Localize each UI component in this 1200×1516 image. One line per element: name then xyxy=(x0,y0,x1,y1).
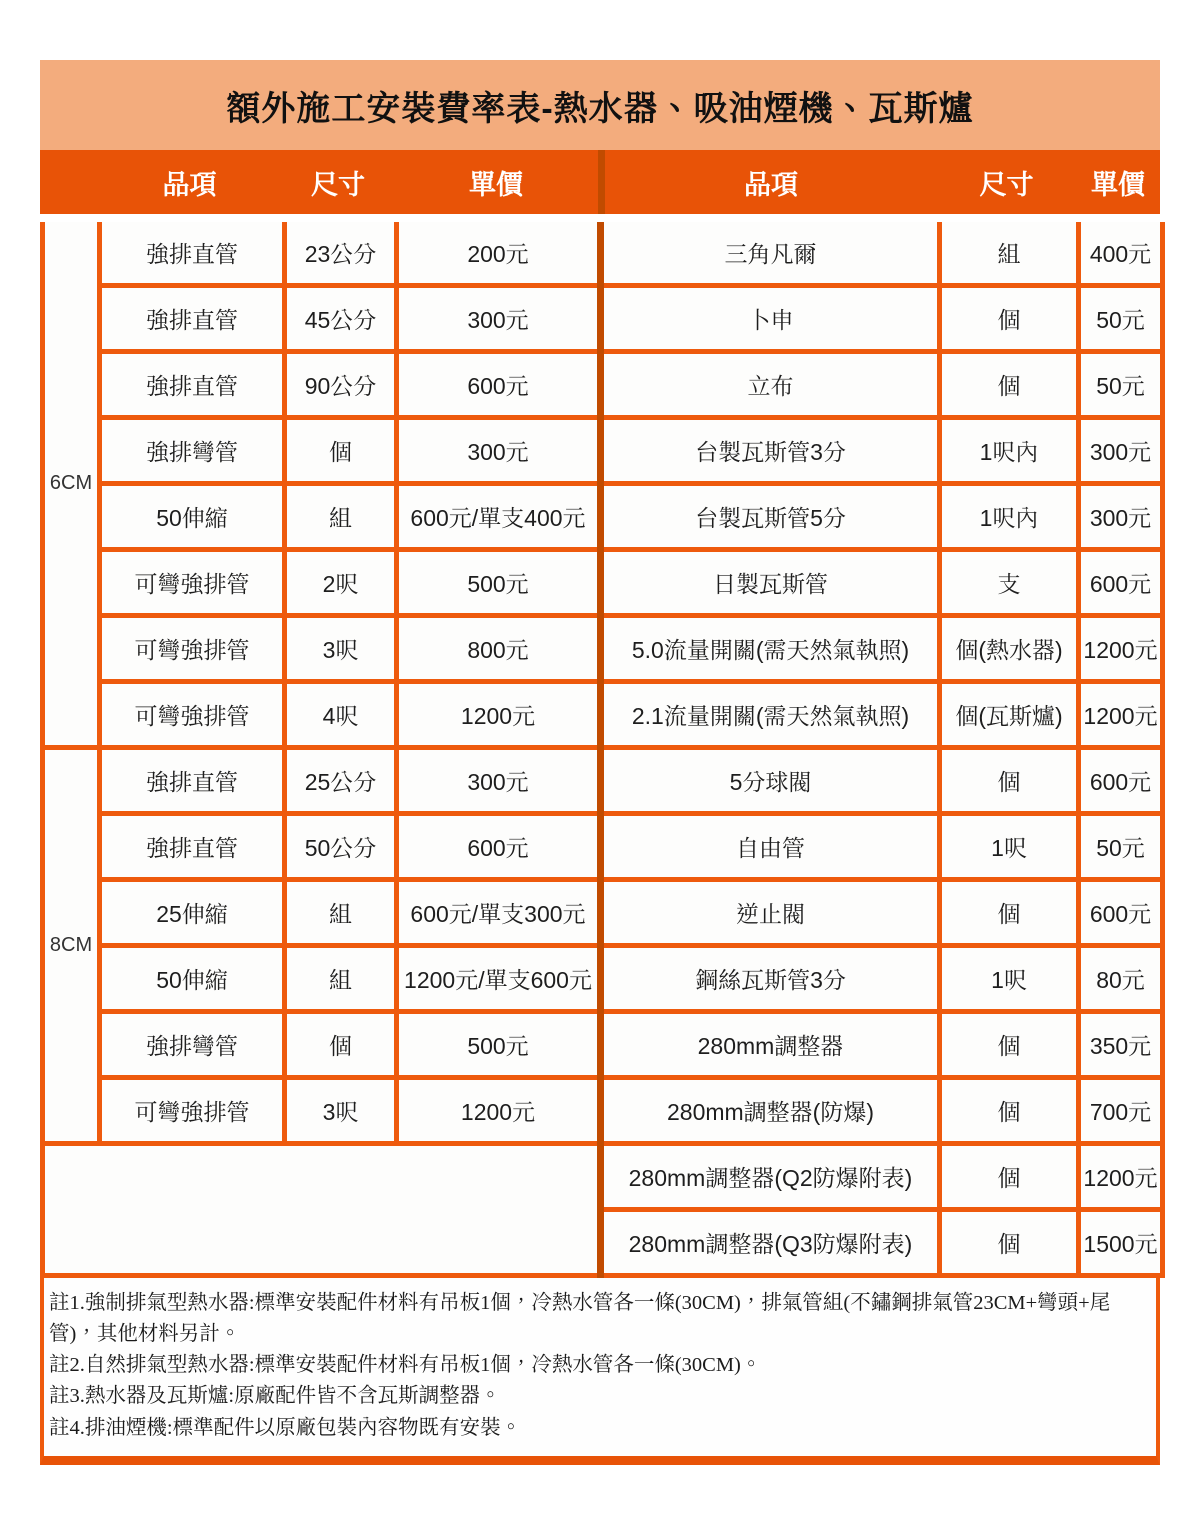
item-cell: 280mm調整器 xyxy=(601,1012,940,1078)
price-cell: 700元 xyxy=(1079,1078,1163,1144)
item-cell: 自由管 xyxy=(601,814,940,880)
size-cell: 組 xyxy=(285,946,397,1012)
item-cell: 2.1流量開關(需天然氣執照) xyxy=(601,682,940,748)
table-row xyxy=(43,352,1163,418)
header-item-right: 品項 xyxy=(598,150,937,214)
price-cell: 300元 xyxy=(397,286,601,352)
item-cell: 立布 xyxy=(601,352,940,418)
price-cell: 50元 xyxy=(1079,352,1163,418)
item-cell: 強排直管 xyxy=(100,286,285,352)
size-cell: 個(熱水器) xyxy=(940,616,1079,682)
price-cell: 200元 xyxy=(397,222,601,286)
fee-sheet xyxy=(40,60,1160,1465)
price-cell: 600元 xyxy=(397,352,601,418)
item-cell: 強排直管 xyxy=(100,748,285,814)
price-cell: 50元 xyxy=(1079,286,1163,352)
price-cell: 1200元 xyxy=(1079,616,1163,682)
item-cell: 台製瓦斯管5分 xyxy=(601,484,940,550)
empty-left-cell xyxy=(43,1144,601,1276)
table-row xyxy=(43,286,1163,352)
table-row xyxy=(43,1078,1163,1144)
item-cell: 280mm調整器(防爆) xyxy=(601,1078,940,1144)
size-cell: 個 xyxy=(940,352,1079,418)
footnote-4: 註4.排油煙機:標準配件以原廠包裝內容物既有安裝。 xyxy=(49,1416,522,1439)
price-cell: 600元/單支300元 xyxy=(397,880,601,946)
table-row xyxy=(43,880,1163,946)
item-cell: 強排彎管 xyxy=(100,418,285,484)
table-row xyxy=(43,946,1163,1012)
size-cell: 支 xyxy=(940,550,1079,616)
footnote-3: 註3.熱水器及瓦斯爐:原廠配件皆不含瓦斯調整器。 xyxy=(49,1385,501,1408)
header-item-left: 品項 xyxy=(162,169,217,200)
price-cell: 1500元 xyxy=(1079,1210,1163,1276)
size-cell: 4呎 xyxy=(285,682,397,748)
item-cell: 日製瓦斯管 xyxy=(601,550,940,616)
table-row xyxy=(43,814,1163,880)
item-cell: 強排直管 xyxy=(100,352,285,418)
header-price-right: 單價 xyxy=(1091,169,1145,200)
item-cell: 強排直管 xyxy=(100,814,285,880)
price-cell: 1200元 xyxy=(397,1078,601,1144)
size-cell: 90公分 xyxy=(285,352,397,418)
table-row xyxy=(43,748,1163,814)
size-cell: 個 xyxy=(285,1012,397,1078)
size-cell: 個 xyxy=(940,1144,1079,1210)
size-cell: 組 xyxy=(285,880,397,946)
size-cell: 個 xyxy=(940,286,1079,352)
group-label-8cm: 8CM xyxy=(43,748,100,1144)
size-cell: 25公分 xyxy=(285,748,397,814)
price-cell: 500元 xyxy=(397,1012,601,1078)
price-cell: 500元 xyxy=(397,550,601,616)
table-row xyxy=(43,1012,1163,1078)
page-title: 額外施工安裝費率表-熱水器、吸油煙機、瓦斯爐 xyxy=(226,89,974,128)
price-cell: 1200元/單支600元 xyxy=(397,946,601,1012)
footnote-2: 註2.自然排氣型熱水器:標準安裝配件材料有吊板1個，冷熱水管各一條(30CM)。 xyxy=(49,1354,762,1377)
size-cell: 3呎 xyxy=(285,616,397,682)
price-cell: 1200元 xyxy=(397,682,601,748)
item-cell: 可彎強排管 xyxy=(100,1078,285,1144)
size-cell: 個 xyxy=(940,1210,1079,1276)
size-cell: 1呎內 xyxy=(940,484,1079,550)
header-group-spacer xyxy=(40,150,97,214)
item-cell: 280mm調整器(Q2防爆附表) xyxy=(601,1144,940,1210)
size-cell: 50公分 xyxy=(285,814,397,880)
price-cell: 1200元 xyxy=(1079,1144,1163,1210)
size-cell: 個 xyxy=(285,418,397,484)
price-cell: 1200元 xyxy=(1079,682,1163,748)
size-cell: 個 xyxy=(940,1012,1079,1078)
item-cell: 強排彎管 xyxy=(100,1012,285,1078)
item-cell: 可彎強排管 xyxy=(100,616,285,682)
table-row xyxy=(43,616,1163,682)
size-cell: 個(瓦斯爐) xyxy=(940,682,1079,748)
table-row xyxy=(43,222,1163,286)
price-cell: 300元 xyxy=(397,418,601,484)
table-row xyxy=(43,484,1163,550)
footnotes xyxy=(40,1278,1160,1465)
item-cell: 三角凡爾 xyxy=(601,222,940,286)
group-label-6cm: 6CM xyxy=(43,222,100,748)
size-cell: 45公分 xyxy=(285,286,397,352)
price-cell: 300元 xyxy=(397,748,601,814)
price-cell: 600元 xyxy=(1079,748,1163,814)
item-cell: 台製瓦斯管3分 xyxy=(601,418,940,484)
table-row xyxy=(43,418,1163,484)
size-cell: 23公分 xyxy=(285,222,397,286)
price-cell: 800元 xyxy=(397,616,601,682)
header-size-left: 尺寸 xyxy=(311,169,365,200)
price-cell: 600元/單支400元 xyxy=(397,484,601,550)
size-cell: 3呎 xyxy=(285,1078,397,1144)
item-cell: 50伸縮 xyxy=(100,484,285,550)
item-cell: 5.0流量開關(需天然氣執照) xyxy=(601,616,940,682)
size-cell: 個 xyxy=(940,880,1079,946)
title-band xyxy=(40,60,1160,150)
table-header-band xyxy=(40,150,1160,214)
size-cell: 1呎內 xyxy=(940,418,1079,484)
price-cell: 600元 xyxy=(1079,880,1163,946)
price-cell: 600元 xyxy=(1079,550,1163,616)
price-cell: 50元 xyxy=(1079,814,1163,880)
item-cell: 50伸縮 xyxy=(100,946,285,1012)
price-cell: 400元 xyxy=(1079,222,1163,286)
price-cell: 80元 xyxy=(1079,946,1163,1012)
size-cell: 組 xyxy=(285,484,397,550)
size-cell: 個 xyxy=(940,748,1079,814)
item-cell: 卜申 xyxy=(601,286,940,352)
header-size-right: 尺寸 xyxy=(979,169,1034,200)
table-row xyxy=(43,550,1163,616)
item-cell: 可彎強排管 xyxy=(100,682,285,748)
price-cell: 300元 xyxy=(1079,418,1163,484)
header-price-left: 單價 xyxy=(469,169,523,200)
item-cell: 25伸縮 xyxy=(100,880,285,946)
table-row xyxy=(43,682,1163,748)
size-cell: 組 xyxy=(940,222,1079,286)
item-cell: 可彎強排管 xyxy=(100,550,285,616)
item-cell: 鋼絲瓦斯管3分 xyxy=(601,946,940,1012)
item-cell: 強排直管 xyxy=(100,222,285,286)
price-cell: 350元 xyxy=(1079,1012,1163,1078)
price-cell: 600元 xyxy=(397,814,601,880)
price-cell: 300元 xyxy=(1079,484,1163,550)
size-cell: 個 xyxy=(940,1078,1079,1144)
item-cell: 280mm調整器(Q3防爆附表) xyxy=(601,1210,940,1276)
fee-table xyxy=(40,222,1165,1278)
size-cell: 2呎 xyxy=(285,550,397,616)
size-cell: 1呎 xyxy=(940,814,1079,880)
footnote-1: 註1.強制排氣型熱水器:標準安裝配件材料有吊板1個，冷熱水管各一條(30CM)，排氣管組(不鏽鋼排氣管23CM+彎頭+尾管)，其他材料另計。 xyxy=(49,1292,1111,1346)
item-cell: 5分球閥 xyxy=(601,748,940,814)
table-row xyxy=(43,1144,1163,1210)
item-cell: 逆止閥 xyxy=(601,880,940,946)
size-cell: 1呎 xyxy=(940,946,1079,1012)
